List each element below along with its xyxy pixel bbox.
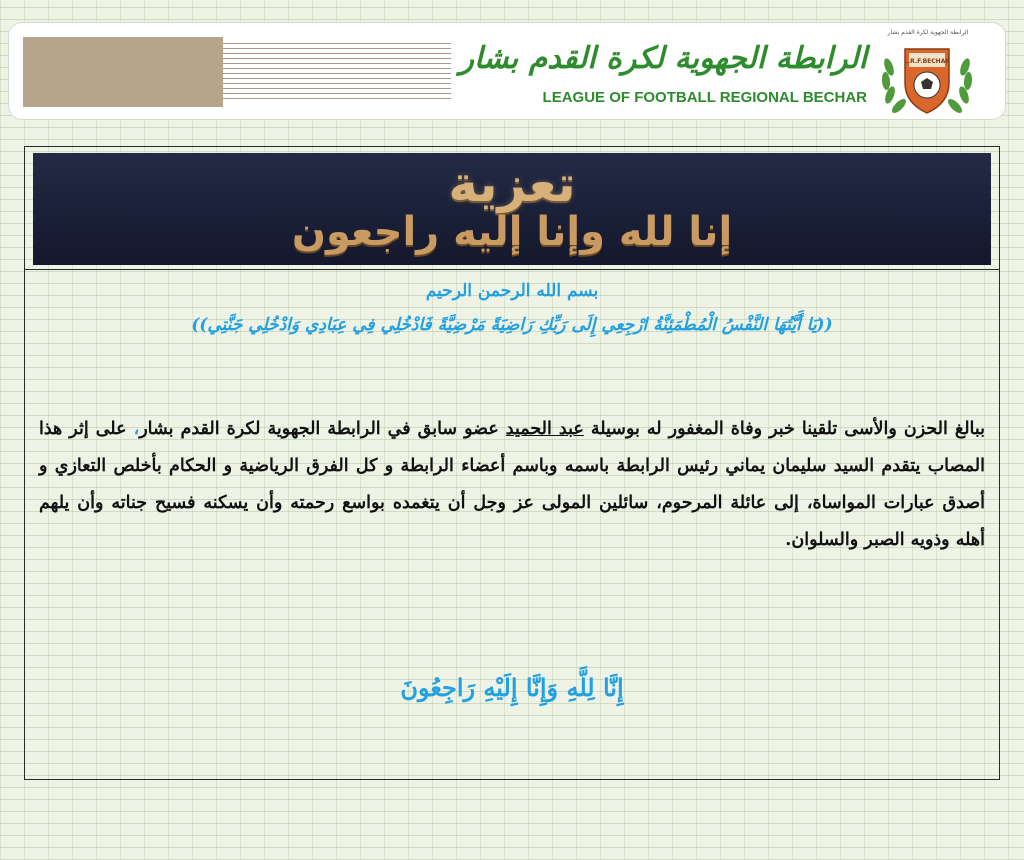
logo-caption: الرابطة الجهوية لكرة القدم بشار (887, 29, 969, 36)
paragraph-comma: ، (133, 419, 140, 439)
deceased-name: عبد الحميد (505, 419, 584, 439)
condolence-paragraph (39, 411, 985, 559)
league-header (8, 22, 1006, 120)
league-name-arabic: الرابطة الجهوية لكرة القدم بشار (459, 41, 867, 76)
decorative-lines (223, 43, 451, 101)
condolence-card (24, 146, 1000, 780)
closing-verse: إِنَّا لِلَّهِ وَإِنَّا إِلَيْهِ رَاجِعُونَ (400, 673, 624, 702)
basmala: بسم الله الرحمن الرحيم (425, 281, 599, 301)
banner-title: تعزية (448, 155, 576, 213)
decorative-block (23, 37, 223, 107)
divider (25, 269, 999, 270)
league-name-english: LEAGUE OF FOOTBALL REGIONAL BECHAR (542, 89, 867, 106)
paragraph-part-2: عضو سابق في الرابطة الجهوية لكرة القدم بشار (139, 419, 506, 439)
paragraph-part-1: ببالغ الحزن والأسى تلقينا خبر وفاة المغفور له بوسيلة (583, 419, 986, 439)
league-logo (875, 37, 979, 117)
logo-text: L.R.F.BECHAR (904, 58, 950, 65)
banner-subtitle: إنا لله وإنا إليه راجعون (291, 209, 733, 255)
header-decoration (23, 37, 451, 107)
paragraph-part-3: على إثر هذا المصاب يتقدم السيد سليمان يماني رئيس الرابطة باسمه وباسم أعضاء الرابطة و كل الفرق الرياضية و الحكام بأخلص التعازي و أصدق عبارات المواساة، إلى عائلة المرحوم، سائلين المولى عز وجل أن يتغمده بواسع رحمته وأن يسكنه فسيح جناته وأن يلهم أهله وذويه الصبر والسلوان. (39, 419, 985, 550)
condolence-banner (33, 153, 991, 265)
quran-verse: ((يَا أَيَّتُهَا النَّفْسُ الْمُطْمَئِنَّةُ ارْجِعِي إِلَى رَبِّكِ رَاضِيَةً مَرْضِيَّةً فَادْخُلِي فِي عِبَادِي وَادْخُلِي جَنَّتِي)) (191, 315, 833, 335)
